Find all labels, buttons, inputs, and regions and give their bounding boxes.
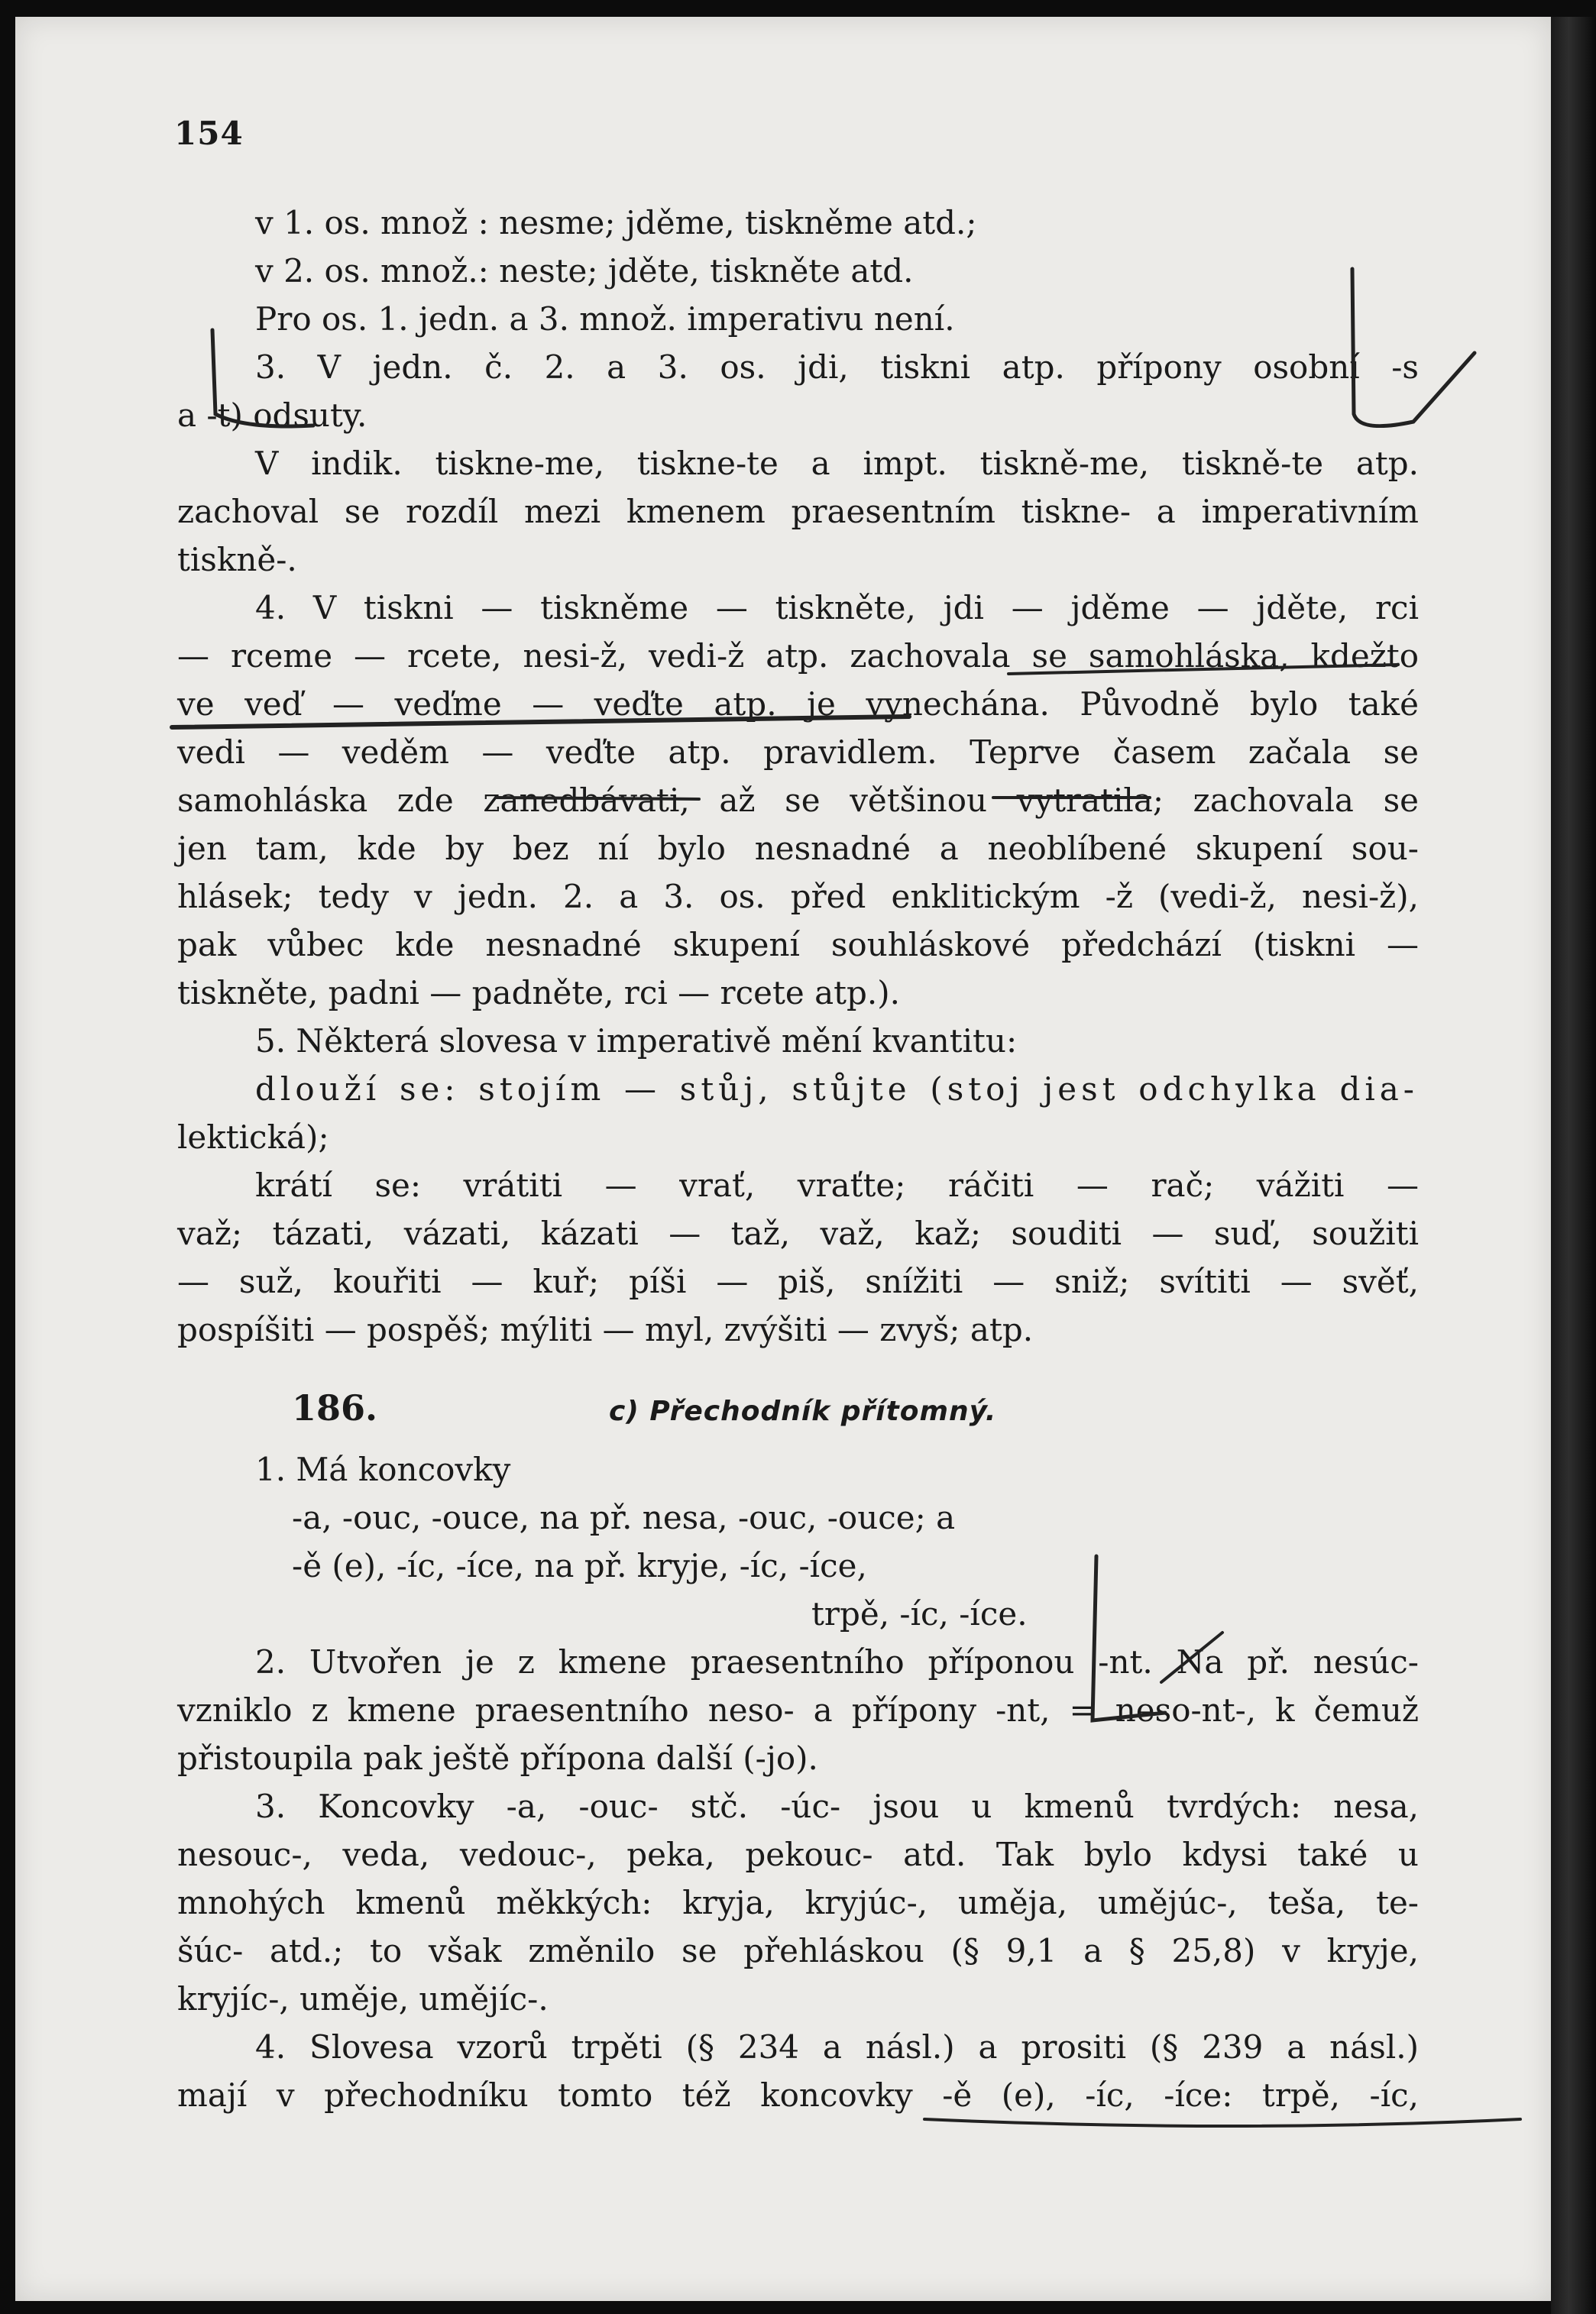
section-title: c) Přechodník přítomný. bbox=[609, 1396, 997, 1427]
text-line: -ě (e), -íc, -íce, na př. kryje, -íc, -íce, bbox=[292, 1547, 867, 1584]
text-line: v 2. os. množ.: neste; jděte, tiskněte atd. bbox=[255, 252, 914, 290]
text-line: 5. Některá slovesa v imperativě mění kvantitu: bbox=[255, 1022, 1018, 1060]
text-line: pak vůbec kde nesnadné skupení souhláskové předchází (tiskni — bbox=[177, 926, 1419, 963]
text-line: 3. Koncovky -a, -ouc- stč. -úc- jsou u kmenů tvrdých: nesa, bbox=[255, 1788, 1419, 1825]
text-line: hlásek; tedy v jedn. 2. a 3. os. před enklitickým -ž (vedi-ž, nesi-ž), bbox=[177, 878, 1419, 915]
text-line: -a, -ouc, -ouce, na př. nesa, -ouc, -ouce; a bbox=[292, 1499, 956, 1536]
text-line: — rceme — rcete, nesi-ž, vedi-ž atp. zachovala se samohláska, kdežto bbox=[177, 637, 1419, 675]
text-line: mnohých kmenů měkkých: kryja, kryjúc-, uměja, umějúc-, teša, te- bbox=[177, 1884, 1419, 1921]
text-line: 4. V tiskni — tiskněme — tiskněte, jdi — jděme — jděte, rci bbox=[255, 589, 1419, 626]
text-line: samohláska zde zanedbávati, až se většinou vytratila; zachovala se bbox=[177, 782, 1419, 819]
struck-text-line: vedi — veděm — veďte atp. pravidlem. Teprve časem začala se bbox=[177, 733, 1419, 771]
text-line: zachoval se rozdíl mezi kmenem praesentním tiskne- a imperativním bbox=[177, 493, 1419, 530]
ink-bottom-underline bbox=[924, 2119, 1520, 2126]
book-page bbox=[15, 17, 1551, 2301]
text-line: ve veď — veďme — veďte atp. je vynechána. Původně bylo také bbox=[177, 685, 1419, 723]
text-line: 3. V jedn. č. 2. a 3. os. jdi, tiskni atp. přípony osobní -s bbox=[255, 348, 1419, 386]
text-line: 1. Má koncovky bbox=[255, 1451, 511, 1488]
text-line: krátí se: vrátiti — vrať, vraťte; ráčiti — rač; vážiti — bbox=[255, 1167, 1419, 1204]
text-line: — suž, kouřiti — kuř; píši — piš, snížiti — sniž; svítiti — svěť, bbox=[177, 1263, 1419, 1300]
text-line: trpě, -íc, -íce. bbox=[811, 1595, 1028, 1633]
text-line: přistoupila pak ještě přípona další (-jo). bbox=[177, 1740, 818, 1777]
section-heading bbox=[177, 1384, 1419, 1445]
text-line: nesouc-, veda, vedouc-, peka, pekouc- atd. Tak bylo kdysi také u bbox=[177, 1836, 1419, 1873]
text-line: šúc- atd.; to však změnilo se přehláskou (§ 9,1 a § 25,8) v kryje, bbox=[177, 1932, 1419, 1969]
text-line: važ; tázati, vázati, kázati — taž, važ, kaž; souditi — suď, soužiti bbox=[177, 1215, 1419, 1252]
text-line: dlouží se: stojím — stůj, stůjte (stoj jest odchylka dia- bbox=[255, 1070, 1419, 1108]
text-line: tiskněte, padni — padněte, rci — rcete atp.). bbox=[177, 974, 900, 1011]
text-line: jen tam, kde by bez ní bylo nesnadné a neoblíbené skupení sou- bbox=[177, 830, 1419, 867]
page-text bbox=[177, 199, 1419, 2119]
text-line: lektická); bbox=[177, 1118, 329, 1156]
text-line: Pro os. 1. jedn. a 3. množ. imperativu není. bbox=[255, 300, 955, 338]
text-line: vzniklo z kmene praesentního neso- a přípony -nt, = neso-nt-, k čemuž bbox=[177, 1691, 1419, 1729]
book-spine-shadow bbox=[1551, 17, 1596, 2314]
text-line: 2. Utvořen je z kmene praesentního příponou -nt. Na př. nesúc- bbox=[255, 1643, 1419, 1681]
text-line: tiskně-. bbox=[177, 541, 297, 578]
text-line: kryjíc-, uměje, umějíc-. bbox=[177, 1980, 549, 2018]
text-line: v 1. os. množ : nesme; jděme, tiskněme atd.; bbox=[255, 204, 977, 241]
text-line: mají v přechodníku tomto též koncovky -ě (e), -íc, -íce: trpě, -íc, bbox=[177, 2076, 1419, 2114]
page-number: 154 bbox=[174, 115, 244, 152]
section-number: 186. bbox=[292, 1387, 378, 1429]
text-line: 4. Slovesa vzorů trpěti (§ 234 a násl.) a prositi (§ 239 a násl.) bbox=[255, 2028, 1419, 2066]
text-line: V indik. tiskne-me, tiskne-te a impt. tiskně-me, tiskně-te atp. bbox=[255, 445, 1419, 482]
text-line: a -t) odsuty. bbox=[177, 396, 367, 434]
text-line: pospíšiti — pospěš; mýliti — myl, zvýšiti — zvyš; atp. bbox=[177, 1311, 1034, 1348]
